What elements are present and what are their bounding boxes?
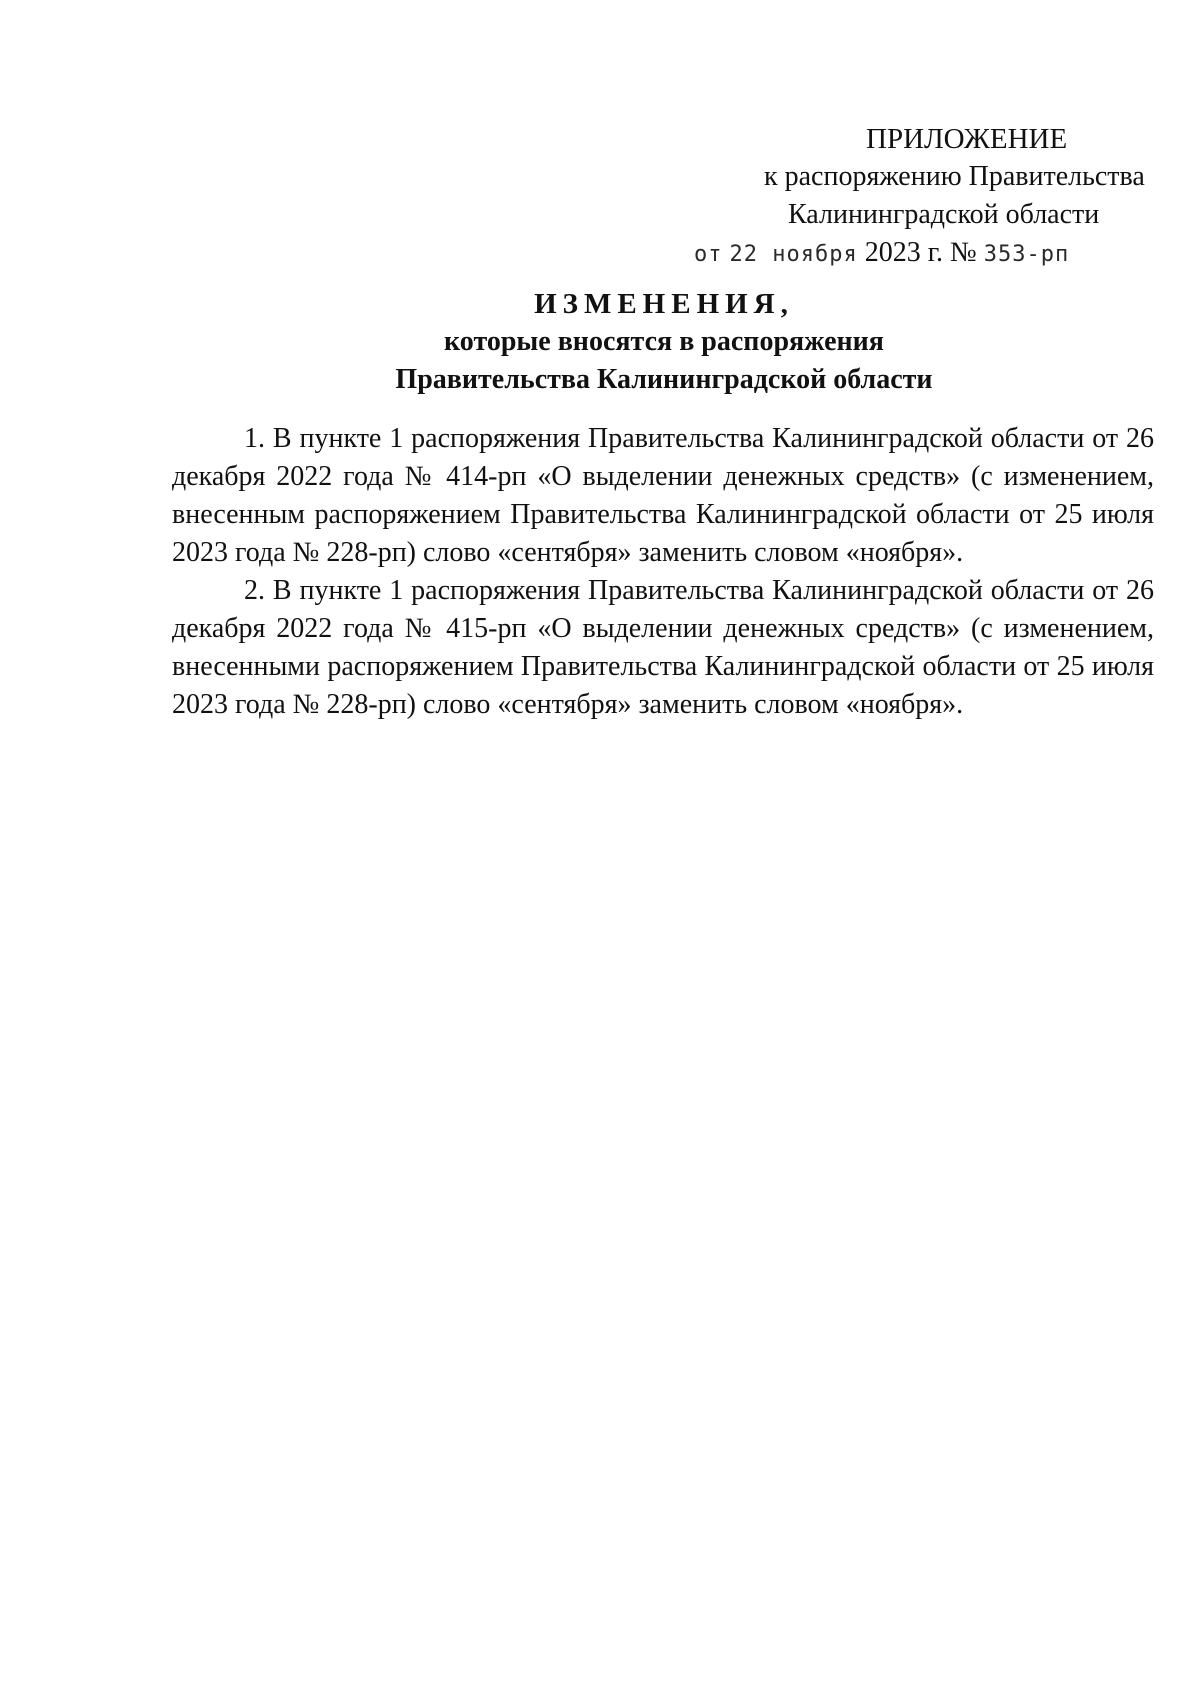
appendix-reference-line: к распоряжению Правительства: [764, 161, 1145, 192]
heading-title: ИЗМЕНЕНИЯ,: [534, 288, 794, 320]
paragraph-1: 1. В пункте 1 распоряжения Правительства Калининградской области от 26 декабря 2022 года № 414-рп «О выделении денежных средств» (с изменением, внесенным распоряжением Правительства Калининградской области от 25 июля 2023 года № 228-рп) слово «сентября» заменить словом «ноября».: [172, 423, 1154, 568]
document-body: [172, 420, 1154, 724]
document-number: 353-рп: [983, 242, 1070, 267]
heading-subtitle-2: Правительства Калининградской области: [395, 364, 933, 395]
date-prefix: от: [694, 242, 723, 267]
appendix-region-line: Калининградской области: [788, 199, 1100, 230]
heading-subtitle: которые вносятся в распоряжения: [444, 326, 884, 357]
date-year: 2023 г.: [864, 237, 944, 268]
document-heading: [0, 285, 1200, 399]
appendix-block: [694, 120, 1160, 274]
appendix-date-line: [694, 234, 1154, 274]
date-day-month: 22 ноября: [729, 242, 858, 267]
paragraph-2: 2. В пункте 1 распоряжения Правительства Калининградской области от 26 декабря 2022 года № 415-рп «О выделении денежных средств» (с изменением, внесенными распоряжением Правительства Калининградской области от 25 июля 2023 года № 228-рп) слово «сентября» заменить словом «ноября».: [172, 575, 1154, 720]
number-sign: №: [950, 237, 977, 268]
appendix-title: ПРИЛОЖЕНИЕ: [866, 123, 1068, 155]
